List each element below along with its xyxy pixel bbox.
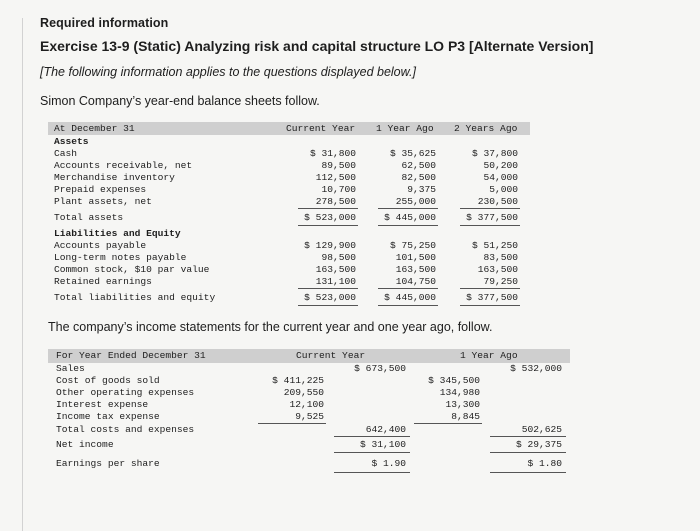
table-cell: $ 345,500 — [428, 375, 480, 386]
double-underline — [298, 225, 358, 226]
table-row-label: Long-term notes payable — [54, 252, 187, 263]
required-heading: Required information — [40, 16, 169, 30]
underline — [460, 208, 520, 209]
double-underline — [378, 305, 438, 306]
income-col-label: For Year Ended December 31 — [56, 350, 206, 361]
table-cell: 278,500 — [315, 196, 356, 207]
double-underline — [298, 305, 358, 306]
underline — [334, 436, 410, 437]
table-cell: $ 31,800 — [309, 148, 356, 159]
table-cell: $ 532,000 — [510, 363, 562, 374]
underline — [490, 472, 566, 473]
table-cell: $ 411,225 — [272, 375, 324, 386]
table-cell: 9,375 — [407, 184, 436, 195]
table-row-label: Net income — [56, 439, 114, 450]
table-cell: 101,500 — [395, 252, 436, 263]
balance-header-2yr: 2 Years Ago — [454, 123, 518, 134]
table-row-label: Other operating expenses — [56, 387, 195, 398]
table-row-label: Plant assets, net — [54, 196, 152, 207]
table-cell: $ 377,500 — [466, 292, 518, 303]
double-underline — [490, 452, 566, 453]
table-cell: $ 523,000 — [304, 292, 356, 303]
table-cell: $ 29,375 — [515, 439, 562, 450]
table-cell: 54,000 — [483, 172, 518, 183]
table-cell: $ 377,500 — [466, 212, 518, 223]
table-cell: $ 445,000 — [384, 212, 436, 223]
table-cell: $ 1.80 — [527, 458, 562, 469]
double-underline — [460, 225, 520, 226]
double-underline — [460, 305, 520, 306]
table-cell: $ 1.90 — [371, 458, 406, 469]
table-cell: 134,980 — [439, 387, 480, 398]
underline — [378, 208, 438, 209]
table-cell: $ 129,900 — [304, 240, 356, 251]
table-row-label: Accounts receivable, net — [54, 160, 193, 171]
table-cell: 79,250 — [483, 276, 518, 287]
balance-sheet-intro: Simon Company’s year-end balance sheets follow. — [40, 94, 320, 108]
table-cell: $ 51,250 — [471, 240, 518, 251]
table-cell: 163,500 — [395, 264, 436, 275]
underline — [378, 288, 438, 289]
table-cell: 642,400 — [365, 424, 406, 435]
double-underline — [378, 225, 438, 226]
underline — [298, 208, 358, 209]
table-cell: 13,300 — [445, 399, 480, 410]
balance-col-label: At December 31 — [54, 123, 135, 134]
table-cell: 502,625 — [521, 424, 562, 435]
table-cell: 255,000 — [395, 196, 436, 207]
table-row-label: Retained earnings — [54, 276, 152, 287]
table-cell: 62,500 — [401, 160, 436, 171]
table-row-label: Cost of goods sold — [56, 375, 160, 386]
underline — [414, 423, 482, 424]
table-row-label: Income tax expense — [56, 411, 160, 422]
double-underline — [334, 452, 410, 453]
table-cell: 9,525 — [295, 411, 324, 422]
table-cell: 131,100 — [315, 276, 356, 287]
table-row-label: Cash — [54, 148, 78, 159]
table-cell: 50,200 — [483, 160, 518, 171]
table-cell: 10,700 — [321, 184, 356, 195]
table-cell: $ 35,625 — [389, 148, 436, 159]
table-cell: $ 445,000 — [384, 292, 436, 303]
table-cell: 83,500 — [483, 252, 518, 263]
table-row-label: Prepaid expenses — [54, 184, 147, 195]
table-row-label: Total liabilities and equity — [54, 292, 216, 303]
table-row-label: Total costs and expenses — [56, 424, 195, 435]
table-row-label: Merchandise inventory — [54, 172, 175, 183]
underline — [258, 423, 326, 424]
table-cell: $ 673,500 — [354, 363, 406, 374]
table-cell: 82,500 — [401, 172, 436, 183]
balance-header-1yr: 1 Year Ago — [376, 123, 434, 134]
exercise-title: Exercise 13-9 (Static) Analyzing risk and capital structure LO P3 [Alternate Version] — [40, 38, 594, 54]
table-cell: 89,500 — [321, 160, 356, 171]
table-row-label: Total assets — [54, 212, 124, 223]
table-cell: 230,500 — [477, 196, 518, 207]
table-cell: 104,750 — [395, 276, 436, 287]
table-cell: 8,845 — [451, 411, 480, 422]
applies-note: [The following information applies to the questions displayed below.] — [40, 65, 416, 79]
table-row-label: Sales — [56, 363, 85, 374]
underline — [490, 436, 566, 437]
table-cell: $ 37,800 — [471, 148, 518, 159]
table-cell: $ 523,000 — [304, 212, 356, 223]
table-row-label: Accounts payable — [54, 240, 147, 251]
balance-header-current: Current Year — [286, 123, 356, 134]
table-cell: 12,100 — [289, 399, 324, 410]
table-cell: 98,500 — [321, 252, 356, 263]
table-cell: $ 75,250 — [389, 240, 436, 251]
income-statement-intro: The company’s income statements for the current year and one year ago, follow. — [48, 320, 493, 334]
table-cell: 5,000 — [489, 184, 518, 195]
assets-heading: Assets — [54, 136, 89, 147]
underline — [460, 288, 520, 289]
table-row-label: Common stock, $10 par value — [54, 264, 210, 275]
table-row-label: Interest expense — [56, 399, 149, 410]
liabilities-heading: Liabilities and Equity — [54, 228, 181, 239]
underline — [334, 472, 410, 473]
table-row-label: Earnings per share — [56, 458, 160, 469]
table-cell: 163,500 — [315, 264, 356, 275]
income-header-current: Current Year — [296, 350, 366, 361]
table-cell: $ 31,100 — [359, 439, 406, 450]
table-cell: 112,500 — [315, 172, 356, 183]
left-border — [22, 18, 23, 531]
income-header-prior: 1 Year Ago — [460, 350, 518, 361]
underline — [298, 288, 358, 289]
table-cell: 209,550 — [283, 387, 324, 398]
table-cell: 163,500 — [477, 264, 518, 275]
